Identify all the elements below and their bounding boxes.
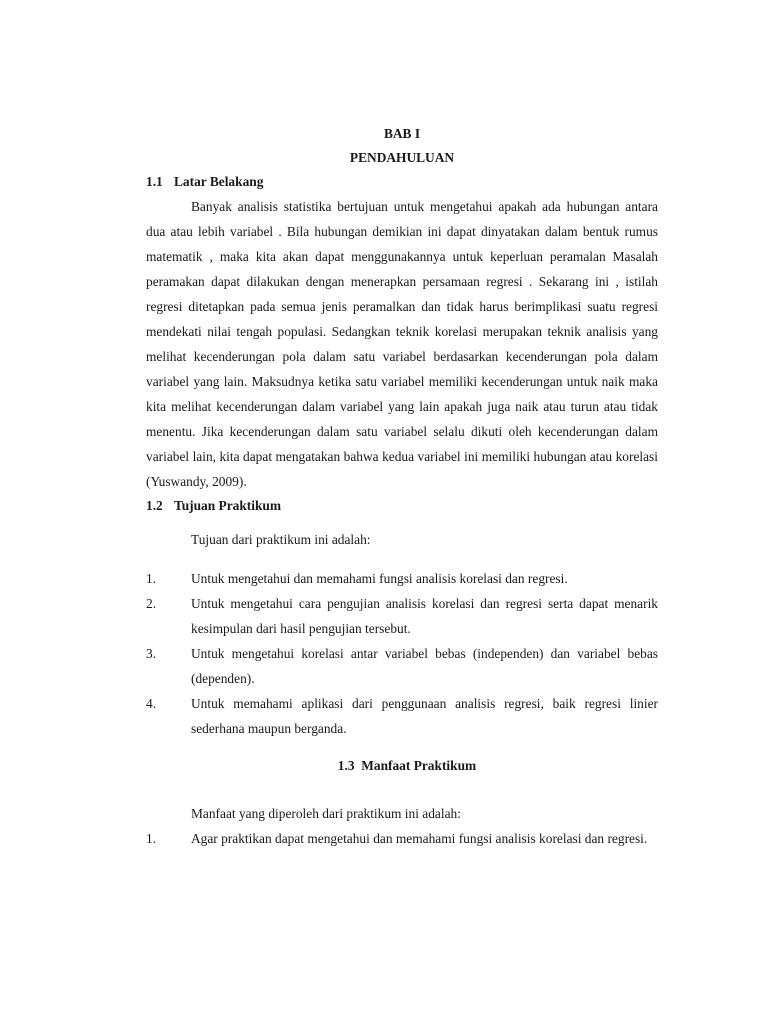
list-item-text: Untuk memahami aplikasi dari penggunaan analisis regresi, baik regresi linier sederhana maupun berganda. xyxy=(191,696,658,736)
section-number: 1.1 xyxy=(146,174,163,189)
list-item-number: 4. xyxy=(146,696,157,711)
list-item xyxy=(146,826,658,851)
manfaat-list xyxy=(146,826,658,851)
tujuan-list xyxy=(146,566,658,741)
section-number: 1.2 xyxy=(146,498,163,513)
chapter-label: BAB I xyxy=(383,126,421,141)
chapter-title: PENDAHULUAN xyxy=(349,150,455,165)
list-item xyxy=(146,566,658,591)
tujuan-intro: Tujuan dari praktikum ini adalah: xyxy=(191,532,371,547)
list-item-text: Untuk mengetahui cara pengujian analisis korelasi dan regresi serta dapat menarik kesimpulan dari hasil pengujian tersebut. xyxy=(191,596,658,636)
manfaat-intro: Manfaat yang diperoleh dari praktikum ini adalah: xyxy=(191,805,461,821)
list-item-text: Untuk mengetahui korelasi antar variabel bebas (independen) dan variabel bebas (dependen). xyxy=(191,646,658,686)
spacer xyxy=(146,552,658,566)
section-title: Latar Belakang xyxy=(174,174,264,189)
list-item-number: 1. xyxy=(146,571,157,586)
list-item-number: 2. xyxy=(146,596,157,611)
section-heading-latar-belakang xyxy=(146,170,658,194)
section-heading-tujuan xyxy=(146,494,658,518)
section-title: Manfaat Praktikum xyxy=(361,758,477,774)
spacer xyxy=(146,792,658,802)
list-item-text: Untuk mengetahui dan memahami fungsi analisis korelasi dan regresi. xyxy=(191,571,568,586)
list-item-number: 1. xyxy=(146,830,157,846)
list-item-number: 3. xyxy=(146,646,157,661)
section-number: 1.3 xyxy=(337,758,355,774)
section-heading-manfaat xyxy=(146,754,658,778)
latar-belakang-paragraph: Banyak analisis statistika bertujuan untuk mengetahui apakah ada hubungan antara dua atau lebih variabel . Bila hubungan demikian ini dapat dinyatakan dalam bentuk rumus matematik , maka kita akan dapat menggunakannya untuk keperluan peramalan Masalah peramakan dapat dilakukan dengan menerapkan persamaan regresi . Sekarang ini , istilah regresi ditetapkan pada semua jenis peramalkan dan tidak harus berimplikasi suatu regresi mendekati nilai tengah populasi. Sedangkan teknik korelasi merupakan teknik analisis yang melihat kecenderungan pola dalam satu variabel berdasarkan kecenderungan pola dalam variabel yang lain. Maksudnya ketika satu variabel memiliki kecenderungan untuk naik maka kita melihat kecenderungan dalam variabel yang lain apakah juga naik atau turun atau tidak menentu. Jika kecenderungan dalam satu variabel selalu dikuti oleh kecenderungan dalam variabel lain, kita dapat mengatakan bahwa kedua variabel ini memiliki hubungan atau korelasi (Yuswandy, 2009). xyxy=(146,199,658,489)
list-item xyxy=(146,691,658,741)
spacer xyxy=(146,518,658,528)
section-title: Tujuan Praktikum xyxy=(174,498,282,513)
document-page xyxy=(146,122,658,851)
list-item xyxy=(146,591,658,641)
list-item xyxy=(146,641,658,691)
list-item-text: Agar praktikan dapat mengetahui dan memahami fungsi analisis korelasi dan regresi. xyxy=(191,830,648,846)
